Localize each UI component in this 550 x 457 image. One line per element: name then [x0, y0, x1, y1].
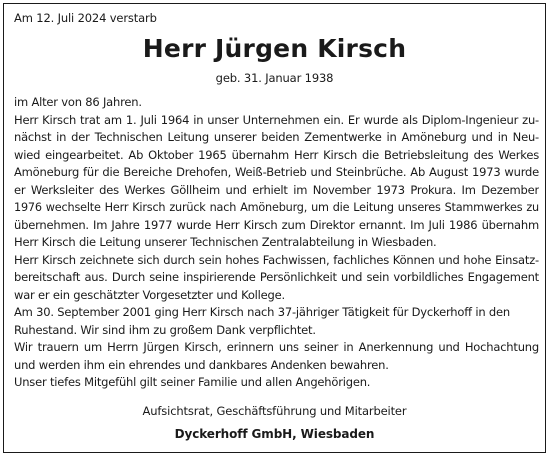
body-line: Amöneburg für die Bereiche Drehofen, Weiß-Betrieb und Steinbrüche. Ab August 1973 wurde — [14, 165, 539, 179]
body-line: im Alter von 86 Jahren. — [14, 95, 142, 109]
body-line: Herr Kirsch die Leitung unserer Technischen Zentralabteilung in Wiesbaden. — [14, 235, 437, 249]
company-name: Dyckerhoff GmbH, Wiesbaden — [174, 427, 375, 441]
body-line: und werden ihm ein ehrendes und dankbares Andenken bewahren. — [14, 357, 389, 372]
body-line: wied eingearbeitet. Ab Oktober 1965 übernahm Herr Kirsch die Betriebsleitung des Werkes — [14, 147, 539, 162]
body-line: übernehmen. Im Jahre 1977 wurde Herr Kirsch zum Direktor ernannt. Im Juli 1986 übernahm — [14, 217, 539, 232]
signatories-line: Aufsichtsrat, Geschäftsführung und Mitarbeiter — [142, 404, 407, 418]
body-line: Herr Kirsch trat am 1. Juli 1964 in unser Unternehmen ein. Er wurde als Diplom-Ingenieur zu- — [14, 112, 539, 127]
body-line: war er ein geschätzter Vorgesetzter und Kollege. — [14, 287, 285, 302]
body-line: Wir trauern um Herrn Jürgen Kirsch, erinnern uns seiner in Anerkennung und Hochachtung — [14, 340, 539, 354]
body-line: Herr Kirsch zeichnete sich durch sein hohes Fachwissen, fachliches Können und hohe Einsatz- — [14, 252, 539, 267]
body-line: Unser tiefes Mitgefühl gilt seiner Familie und allen Angehörigen. — [14, 375, 371, 389]
death-date-line: Am 12. Juli 2024 verstarb — [14, 11, 157, 25]
obituary-notice — [3, 3, 546, 453]
body-line: er Werksleiter des Werkes Göllheim und erhielt im November 1973 Prokura. Im Dezember — [14, 182, 539, 197]
body-line: Am 30. September 2001 ging Herr Kirsch nach 37-jähriger Tätigkeit für Dyckerhoff in den — [14, 305, 510, 319]
body-line: nächst in der Technischen Leitung unserer beiden Zementwerke in Amöneburg und in Neu- — [14, 130, 539, 144]
body-line: bereitschaft aus. Durch seine inspirierende Persönlichkeit und sein vorbildliches Engagement — [14, 270, 539, 284]
body-line: 1976 wechselte Herr Kirsch zurück nach Amöneburg, um die Leitung unseres Stammwerkes zu — [14, 201, 539, 214]
deceased-name: Herr Jürgen Kirsch — [142, 34, 407, 63]
obituary-body — [14, 94, 539, 392]
body-line: Ruhestand. Wir sind ihm zu großem Dank verpflichtet. — [14, 322, 316, 337]
birth-date-line: geb. 31. Januar 1938 — [215, 71, 334, 85]
